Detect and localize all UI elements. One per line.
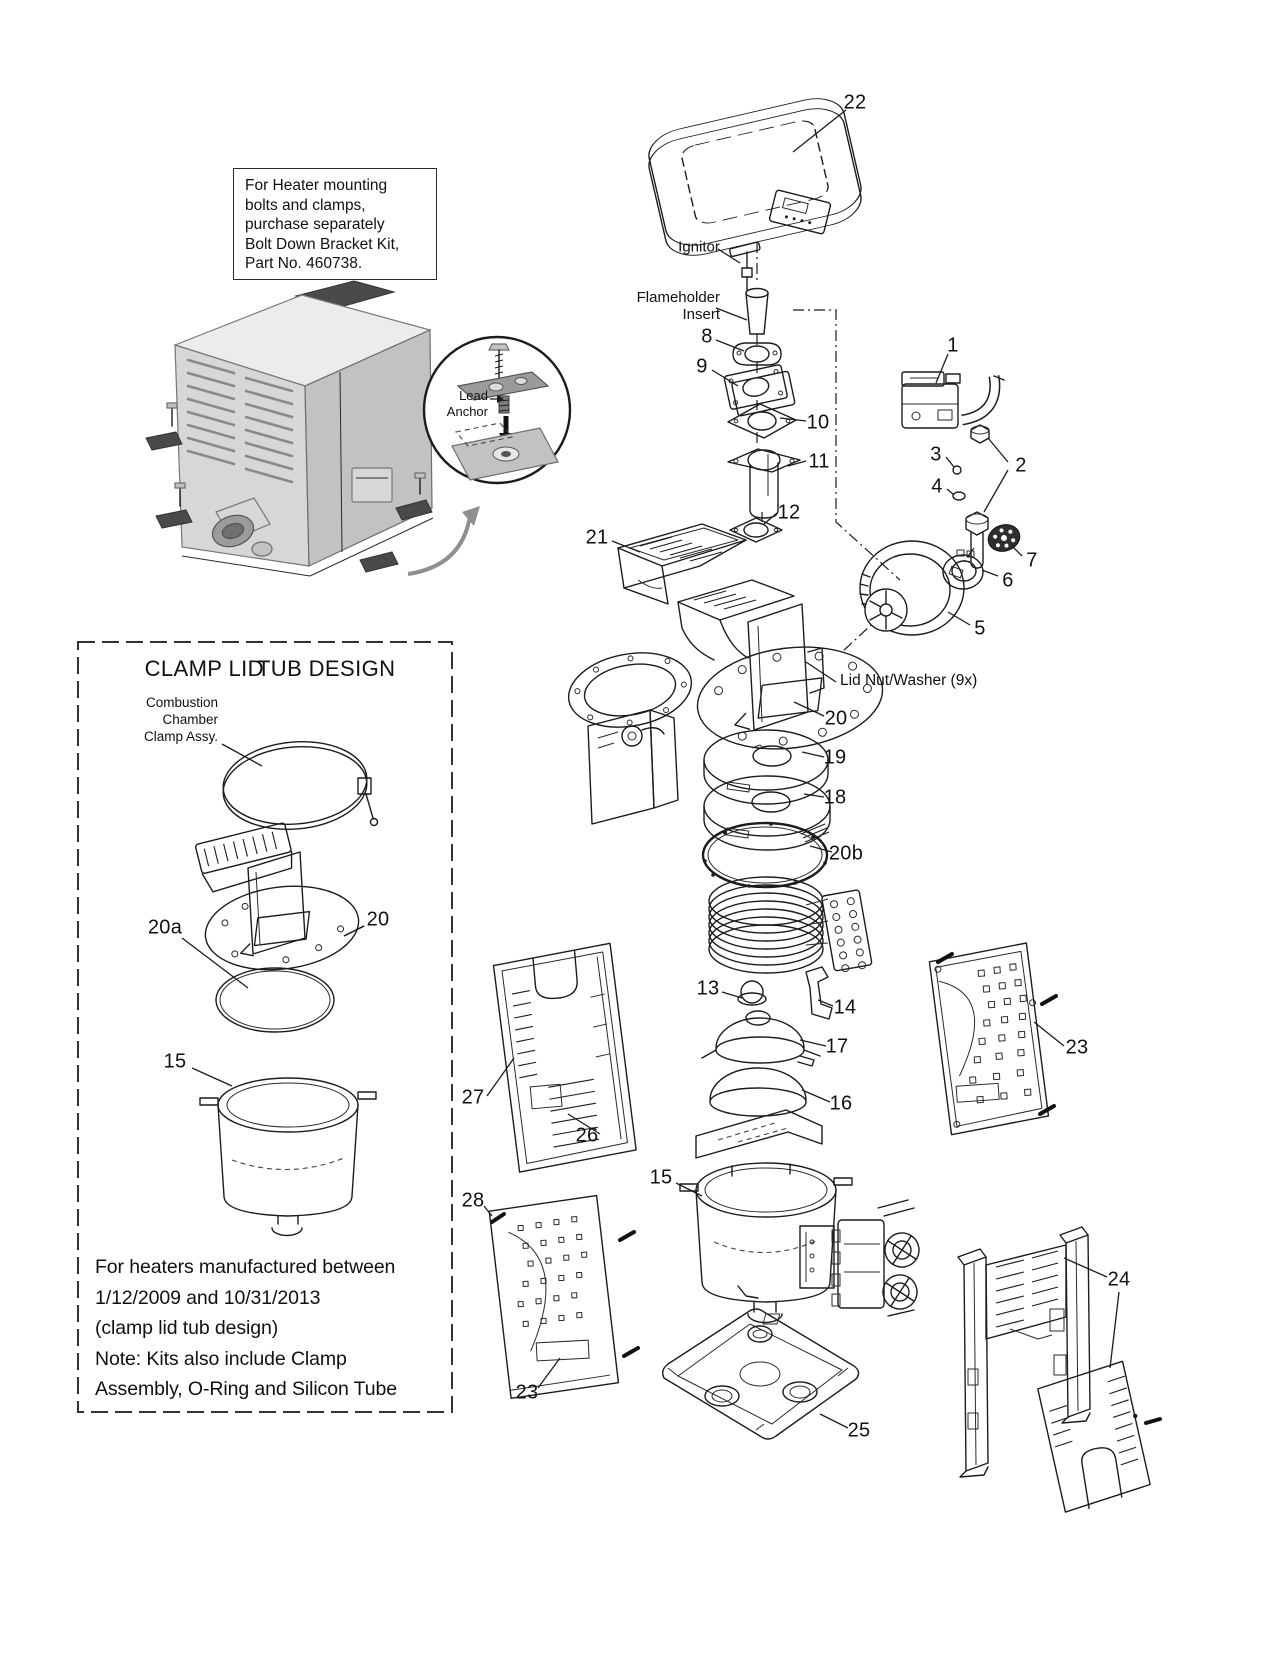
part-4-washer [953,492,965,500]
part-16-dome [710,1068,806,1116]
clamp-tub [192,1068,376,1236]
part-baffle-sheet [696,1110,822,1158]
callout-22: 22 [843,91,867,114]
callout-20-left: 20 [366,908,390,931]
part-10-gasket [728,404,796,438]
panel-screws-bottom [620,1232,638,1356]
part-25-base [663,1309,859,1439]
manifold-assembly [832,1200,922,1316]
part-23-side-panel [929,942,1050,1135]
callout-15-left: 15 [163,1050,187,1073]
callout-20b: 20b [828,842,864,865]
callout-18: 18 [823,786,847,809]
callout-17: 17 [825,1035,849,1058]
lead-anchor-line: Lead [459,388,488,403]
lead-anchor-label [432,388,488,420]
callout-15-center: 15 [649,1166,673,1189]
callout-2: 2 [1015,454,1027,477]
lid-nut-washer-label: Lid Nut/Washer (9x) [840,672,978,689]
callout-11: 11 [808,450,830,473]
heat-exchanger-coil [709,877,873,974]
part-8-gasket [733,343,781,365]
callout-13: 13 [696,977,720,1000]
part-13-cap [738,981,766,1005]
part-ignitor [729,242,760,290]
callout-21: 21 [585,526,609,549]
footer-line: For heaters manufactured between [95,1256,396,1278]
flameholder-line: Flameholder [636,289,720,306]
callout-16: 16 [829,1092,853,1115]
note-line: bolts and clamps, [245,196,366,214]
callout-12: 12 [777,501,801,524]
callout-25: 25 [847,1419,871,1442]
part-17-dome [702,1011,820,1066]
part-22-top-lid [644,92,865,262]
part-5-blower [860,541,964,635]
arrow-to-detail [462,506,480,526]
callout-23-bottom: 23 [515,1381,539,1404]
part-1-gas-valve [902,372,1004,428]
part-15-tub [680,1163,852,1323]
footer-line: 1/12/2009 and 10/31/2013 [95,1286,321,1309]
footer-line: Note: Kits also include Clamp [95,1347,347,1370]
leader-lines [344,110,1119,1428]
part-23-bottom-panel [489,1195,619,1399]
clamp-ring-assembly [220,736,378,835]
part-14-bracket [806,967,832,1019]
callout-4: 4 [931,475,943,498]
lead-anchor-line: Anchor [446,404,488,419]
part-3-orifice [953,466,961,474]
callout-6: 6 [1002,569,1014,592]
callout-9: 9 [696,355,708,378]
combustion-line: Chamber [162,712,218,727]
callout-20: 20 [824,707,848,730]
callout-14: 14 [833,996,857,1019]
part-heat-exchanger-box [563,644,698,824]
callout-5: 5 [974,617,986,640]
note-line: For Heater mounting [245,177,388,194]
ignitor-label: Ignitor [678,238,720,256]
part-20b-oring [703,822,827,888]
combustion-chamber-label [110,694,218,745]
note-line: Part No. 460738. [245,255,363,273]
note-line: purchase separately [245,216,385,234]
callout-10: 10 [806,411,830,434]
combustion-line: Clamp Assy. [143,729,218,744]
clamp-flue-assembly [195,823,364,979]
flameholder-line: Insert [682,306,720,323]
part-12-gasket [730,518,782,542]
clamp-title-seg2: TUB DESIGN [256,656,396,681]
clamp-box-title [118,656,422,682]
clamp-title-seg1: CLAMP LID [144,656,264,681]
callout-27: 27 [461,1086,485,1109]
combustion-line: Combustion [145,695,218,710]
part-9-plate [724,363,795,417]
bolt-kit-note-box [233,168,437,280]
part-2-nut [971,425,989,443]
callout-23-right: 23 [1065,1036,1089,1059]
callout-26: 26 [575,1124,599,1147]
callout-20a: 20a [147,916,183,939]
callout-28: 28 [461,1189,485,1212]
callout-3: 3 [930,443,942,466]
note-line: Bolt Down Bracket Kit, [245,235,400,253]
part-26-27-front-panel [492,943,637,1173]
part-flameholder-insert [746,289,768,335]
part-7-orifice-disc [985,521,1023,556]
callout-19: 19 [823,746,847,769]
callout-24: 24 [1107,1268,1131,1291]
flameholder-label [622,289,720,323]
footer-line: Assembly, O-Ring and Silicon Tube [95,1378,397,1400]
clamp-box-footer-note [95,1252,447,1405]
flue-assembly-part-20 [678,580,888,759]
callout-8: 8 [701,325,713,348]
part-28-screw [492,1214,504,1222]
part-21-vent-grate [618,524,746,604]
callout-1: 1 [947,334,959,357]
footer-line: (clamp lid tub design) [95,1317,279,1339]
callout-7: 7 [1026,549,1038,572]
